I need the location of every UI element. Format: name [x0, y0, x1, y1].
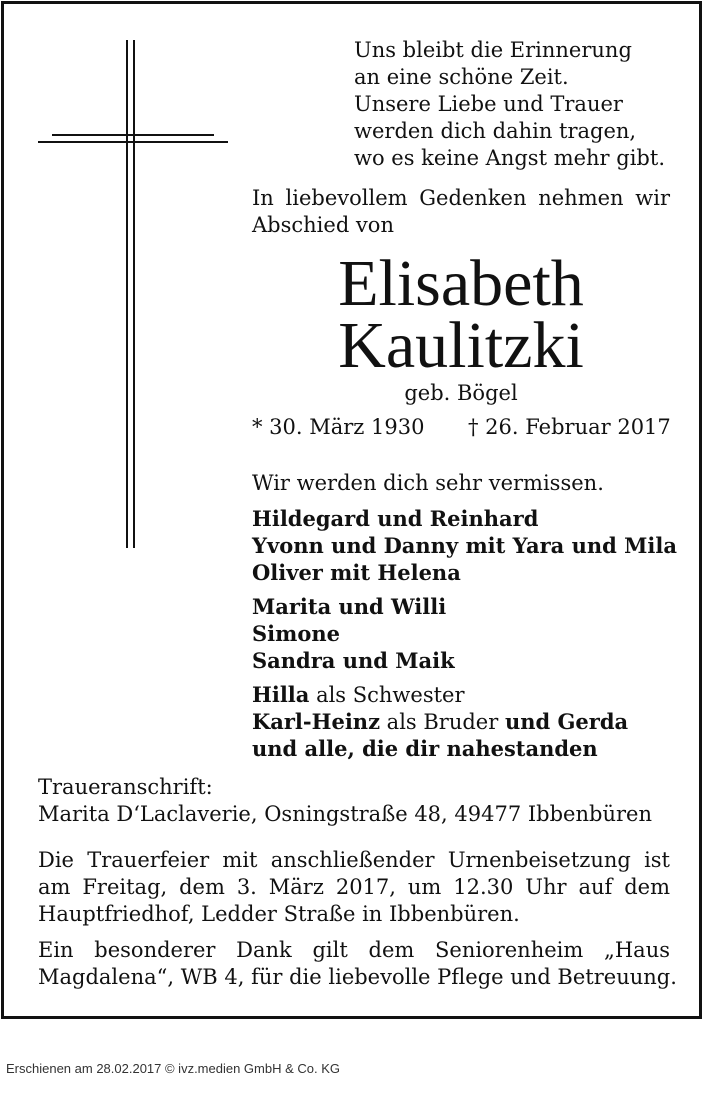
poem-line: wo es keine Angst mehr gibt. — [354, 146, 665, 170]
mourner: Marita und Willi — [252, 594, 447, 619]
poem-line: Unsere Liebe und Trauer — [354, 92, 623, 116]
mourner: Simone — [252, 621, 340, 646]
thanks-text — [38, 937, 677, 991]
miss-line: Wir werden dich sehr vermissen. — [252, 471, 604, 495]
birth-date: * 30. März 1930 — [252, 415, 425, 439]
ceremony-line: Hauptfriedhof, Ledder Straße in Ibbenbüren. — [38, 902, 520, 926]
mourner-line — [252, 708, 628, 735]
ceremony-line: am Freitag, dem 3. März 2017, um 12.30 Uhr auf dem — [38, 875, 670, 899]
poem-line: an eine schöne Zeit. — [354, 65, 569, 89]
poem-line: werden dich dahin tragen, — [354, 119, 637, 143]
mourner-line: und alle, die dir nahestanden — [252, 736, 598, 761]
address — [38, 774, 652, 828]
death-date: † 26. Februar 2017 — [468, 415, 671, 439]
poem — [354, 37, 665, 172]
ceremony-text — [38, 847, 670, 928]
mourner: Yvonn und Danny mit Yara und Mila — [252, 533, 677, 558]
address-value: Marita D‘Laclaverie, Osningstraße 48, 49477 Ibbenbüren — [38, 802, 652, 826]
cross-icon — [36, 38, 232, 552]
address-label: Traueranschrift: — [38, 775, 213, 799]
mourner: Oliver mit Helena — [252, 560, 461, 585]
mourners-group-1 — [252, 505, 677, 586]
mourner-name: Karl-Heinz — [252, 709, 380, 734]
thanks-line: Ein besonderer Dank gilt dem Seniorenheim „Haus — [38, 938, 670, 962]
intro-text: In liebevollem Gedenken nehmen wir Abschied von — [252, 186, 670, 237]
mourner-name: und Gerda — [504, 709, 629, 734]
mourners-group-2 — [252, 593, 455, 674]
first-name: Elisabeth — [338, 247, 584, 320]
mourner-name: Hilla — [252, 682, 310, 707]
ceremony-line: Die Trauerfeier mit anschließender Urnenbeisetzung ist — [38, 848, 670, 872]
poem-line: Uns bleibt die Erinnerung — [354, 38, 632, 62]
mourners-group-3 — [252, 681, 628, 762]
publication-footer: Erschienen am 28.02.2017 © ivz.medien GmbH & Co. KG — [6, 1061, 341, 1076]
mourner-role: als Bruder — [380, 710, 505, 734]
last-name: Kaulitzki — [338, 309, 584, 382]
birth-name: geb. Bögel — [404, 381, 518, 405]
mourner-role: als Schwester — [309, 683, 465, 707]
mourner-line — [252, 681, 628, 708]
mourner: Sandra und Maik — [252, 648, 455, 673]
thanks-line: Magdalena“, WB 4, für die liebevolle Pflege und Betreuung. — [38, 965, 677, 989]
mourner: Hildegard und Reinhard — [252, 506, 539, 531]
